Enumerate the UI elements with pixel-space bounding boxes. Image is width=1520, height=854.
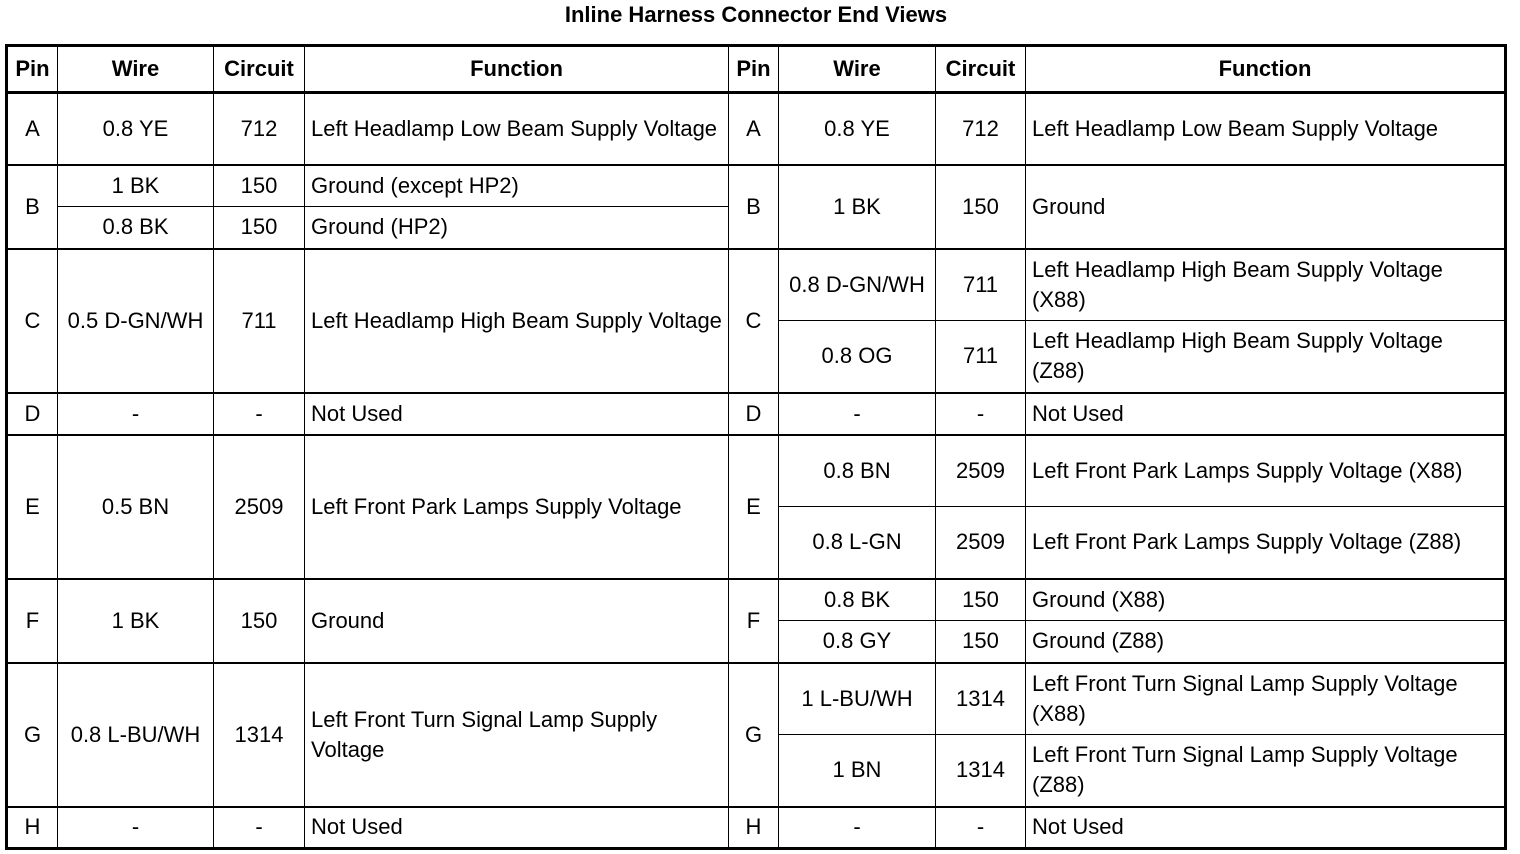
header-wire-right: Wire [779, 46, 936, 93]
wire-cell: 0.8 GY [779, 621, 936, 663]
circuit-cell: 150 [936, 621, 1026, 663]
circuit-cell: 1314 [936, 735, 1026, 807]
header-circuit-right: Circuit [936, 46, 1026, 93]
pin-cell: H [7, 807, 58, 849]
table-row-d [7, 393, 1506, 435]
header-pin-left: Pin [7, 46, 58, 93]
function-cell: Not Used [305, 807, 729, 849]
function-cell: Left Front Park Lamps Supply Voltage [305, 435, 729, 579]
wire-cell: 0.8 BK [58, 207, 214, 249]
wire-cell: 0.8 YE [58, 93, 214, 165]
function-cell: Left Headlamp Low Beam Supply Voltage [305, 93, 729, 165]
circuit-cell: 2509 [214, 435, 305, 579]
table-row-e [7, 435, 1506, 507]
wire-cell: 1 BK [779, 165, 936, 249]
circuit-cell: 712 [214, 93, 305, 165]
header-function-right: Function [1026, 46, 1506, 93]
function-cell: Ground (Z88) [1026, 621, 1506, 663]
table-row-f [7, 579, 1506, 621]
circuit-cell: 150 [214, 207, 305, 249]
table-row-c [7, 249, 1506, 321]
wire-cell: 0.8 OG [779, 321, 936, 393]
circuit-cell: 1314 [936, 663, 1026, 735]
function-cell: Ground (HP2) [305, 207, 729, 249]
circuit-cell: - [214, 393, 305, 435]
page-title: Inline Harness Connector End Views [564, 2, 948, 27]
circuit-cell: 150 [936, 579, 1026, 621]
function-cell: Left Front Turn Signal Lamp Supply Voltage (X88) [1026, 663, 1506, 735]
wire-cell: - [779, 807, 936, 849]
circuit-cell: - [214, 807, 305, 849]
function-cell: Ground [305, 579, 729, 663]
function-cell: Left Headlamp High Beam Supply Voltage [305, 249, 729, 393]
function-cell: Left Front Turn Signal Lamp Supply Voltage [305, 663, 729, 807]
table-row-a [7, 93, 1506, 165]
wire-cell: 1 BK [58, 579, 214, 663]
pin-cell: G [729, 663, 779, 807]
circuit-cell: 711 [936, 249, 1026, 321]
wire-cell: 0.8 BN [779, 435, 936, 507]
header-function-left: Function [305, 46, 729, 93]
pin-cell: B [7, 165, 58, 249]
function-cell: Ground (except HP2) [305, 165, 729, 207]
circuit-cell: 711 [214, 249, 305, 393]
wire-cell: 1 BK [58, 165, 214, 207]
function-cell: Left Front Park Lamps Supply Voltage (Z88) [1026, 507, 1506, 579]
wire-cell: 0.5 BN [58, 435, 214, 579]
wire-cell: 1 BN [779, 735, 936, 807]
function-cell: Not Used [1026, 807, 1506, 849]
pin-cell: H [729, 807, 779, 849]
table-row-h [7, 807, 1506, 849]
circuit-cell: 1314 [214, 663, 305, 807]
function-cell: Left Front Turn Signal Lamp Supply Voltage (Z88) [1026, 735, 1506, 807]
wire-cell: 1 L-BU/WH [779, 663, 936, 735]
pin-cell: E [7, 435, 58, 579]
wire-cell: - [58, 807, 214, 849]
function-cell: Ground [1026, 165, 1506, 249]
function-cell: Not Used [305, 393, 729, 435]
pin-cell: F [7, 579, 58, 663]
table-row-g [7, 663, 1506, 735]
circuit-cell: - [936, 807, 1026, 849]
function-cell: Left Headlamp High Beam Supply Voltage (X88) [1026, 249, 1506, 321]
function-cell: Ground (X88) [1026, 579, 1506, 621]
pin-cell: G [7, 663, 58, 807]
circuit-cell: 712 [936, 93, 1026, 165]
pin-cell: D [7, 393, 58, 435]
circuit-cell: 150 [936, 165, 1026, 249]
wire-cell: 0.8 L-BU/WH [58, 663, 214, 807]
wire-cell: 0.5 D-GN/WH [58, 249, 214, 393]
pin-cell: B [729, 165, 779, 249]
function-cell: Left Front Park Lamps Supply Voltage (X88) [1026, 435, 1506, 507]
circuit-cell: 2509 [936, 435, 1026, 507]
pin-cell: E [729, 435, 779, 579]
pin-cell: A [7, 93, 58, 165]
circuit-cell: 150 [214, 579, 305, 663]
wire-cell: - [779, 393, 936, 435]
pin-cell: C [7, 249, 58, 393]
pin-cell: D [729, 393, 779, 435]
header-row [7, 46, 1506, 93]
header-circuit-left: Circuit [214, 46, 305, 93]
wire-cell: 0.8 L-GN [779, 507, 936, 579]
header-pin-right: Pin [729, 46, 779, 93]
function-cell: Left Headlamp High Beam Supply Voltage (Z88) [1026, 321, 1506, 393]
wire-cell: - [58, 393, 214, 435]
pin-cell: C [729, 249, 779, 393]
wire-cell: 0.8 BK [779, 579, 936, 621]
circuit-cell: - [936, 393, 1026, 435]
function-cell: Left Headlamp Low Beam Supply Voltage [1026, 93, 1506, 165]
circuit-cell: 2509 [936, 507, 1026, 579]
connector-table [5, 44, 1507, 850]
wire-cell: 0.8 D-GN/WH [779, 249, 936, 321]
table-row-b [7, 165, 1506, 207]
pin-cell: F [729, 579, 779, 663]
circuit-cell: 711 [936, 321, 1026, 393]
wire-cell: 0.8 YE [779, 93, 936, 165]
header-wire-left: Wire [58, 46, 214, 93]
circuit-cell: 150 [214, 165, 305, 207]
pin-cell: A [729, 93, 779, 165]
function-cell: Not Used [1026, 393, 1506, 435]
